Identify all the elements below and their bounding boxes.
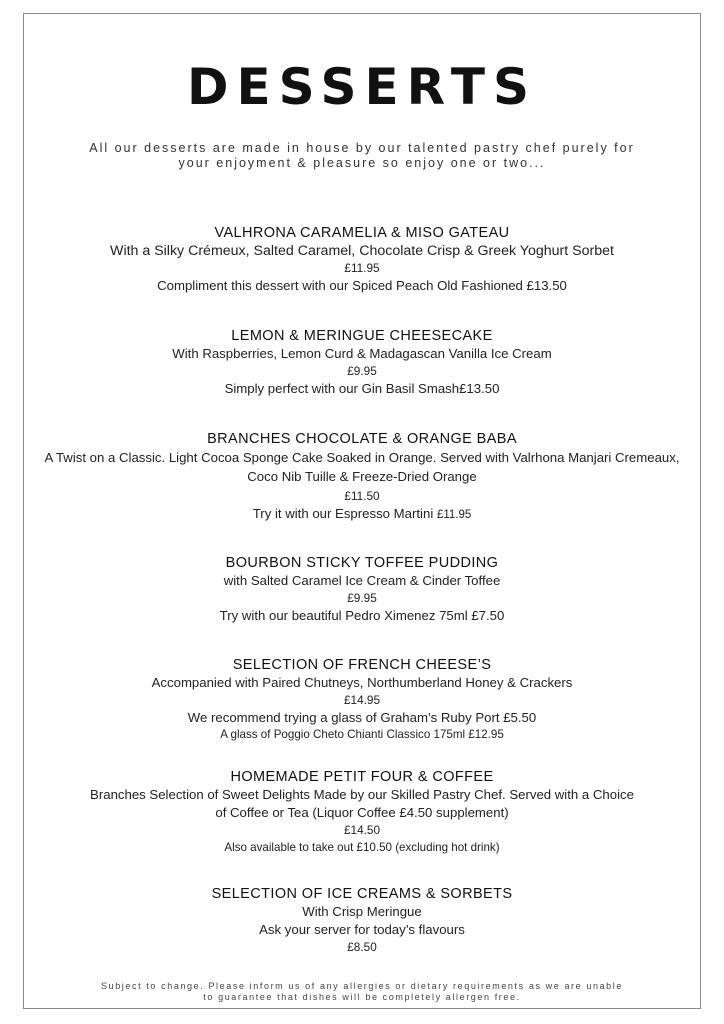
pairing-text: Try it with our Espresso Martini xyxy=(252,506,434,521)
item-description: With Raspberries, Lemon Curd & Madagascan Vanilla Ice Cream xyxy=(172,346,552,361)
menu-item xyxy=(40,768,684,856)
item-name: BRANCHES CHOCOLATE & ORANGE BABA xyxy=(207,431,517,447)
menu-item xyxy=(40,224,684,294)
menu-item xyxy=(40,656,684,743)
item-description: With Crisp Meringue xyxy=(302,904,422,919)
item-name: VALHRONA CARAMELIA & MISO GATEAU xyxy=(214,225,510,241)
intro-text: All our desserts are made in house by our talented pastry chef purely for your enjoyment & pleasure so enjoy one or two... xyxy=(89,141,635,170)
item-description: Accompanied with Paired Chutneys, Northumberland Honey & Crackers xyxy=(151,675,573,690)
item-price: £11.95 xyxy=(344,261,380,275)
item-description: With a Silky Crémeux, Salted Caramel, Chocolate Crisp & Greek Yoghurt Sorbet xyxy=(110,243,614,259)
item-pairing: Try with our beautiful Pedro Ximenez 75ml £7.50 xyxy=(219,608,505,623)
menu-item xyxy=(40,430,684,524)
item-description-secondary: Ask your server for today’s flavours xyxy=(259,922,465,937)
item-price: £9.95 xyxy=(347,591,377,605)
item-name: SELECTION OF FRENCH CHEESE’S xyxy=(232,657,492,673)
item-name: HOMEMADE PETIT FOUR & COFFEE xyxy=(230,769,494,785)
item-price: £14.95 xyxy=(343,693,381,707)
item-name: BOURBON STICKY TOFFEE PUDDING xyxy=(225,555,499,571)
item-pairing-secondary: A glass of Poggio Cheto Chianti Classico 175ml £12.95 xyxy=(220,728,504,741)
item-pairing: Compliment this dessert with our Spiced Peach Old Fashioned £13.50 xyxy=(157,278,567,293)
menu-item xyxy=(40,327,684,397)
allergen-disclaimer: Subject to change. Please inform us of any allergies or dietary requirements as we are unable to guarantee that dishes will be completely allergen free. xyxy=(100,981,623,1002)
item-name: LEMON & MERINGUE CHEESECAKE xyxy=(231,328,493,344)
item-description: Branches Selection of Sweet Delights Made by our Skilled Pastry Chef. Served with a Choice of Coffee or Tea (Liquor Coffee £4.50 supplement) xyxy=(90,787,634,820)
item-name: SELECTION OF ICE CREAMS & SORBETS xyxy=(211,886,513,902)
item-price: £8.50 xyxy=(347,940,377,954)
pairing-price: £11.95 xyxy=(436,509,472,521)
page-title: DESSERTS xyxy=(187,58,537,116)
item-price: £11.50 xyxy=(344,489,380,503)
menu-item xyxy=(40,554,684,624)
item-description: with Salted Caramel Ice Cream & Cinder Toffee xyxy=(223,573,501,588)
item-pairing: We recommend trying a glass of Graham’s Ruby Port £5.50 xyxy=(187,710,537,725)
item-pairing xyxy=(40,505,684,524)
item-pairing: Simply perfect with our Gin Basil Smash£13.50 xyxy=(224,381,500,396)
item-description: A Twist on a Classic. Light Cocoa Sponge Cake Soaked in Orange. Served with Valrhona Manjari Cremeaux, Coco Nib Tuille & Freeze-Dried Orange xyxy=(44,450,680,484)
item-pairing: Also available to take out £10.50 (excluding hot drink) xyxy=(224,841,500,854)
item-price: £9.95 xyxy=(347,364,377,378)
item-price: £14.50 xyxy=(343,823,381,837)
menu-item xyxy=(40,885,684,956)
